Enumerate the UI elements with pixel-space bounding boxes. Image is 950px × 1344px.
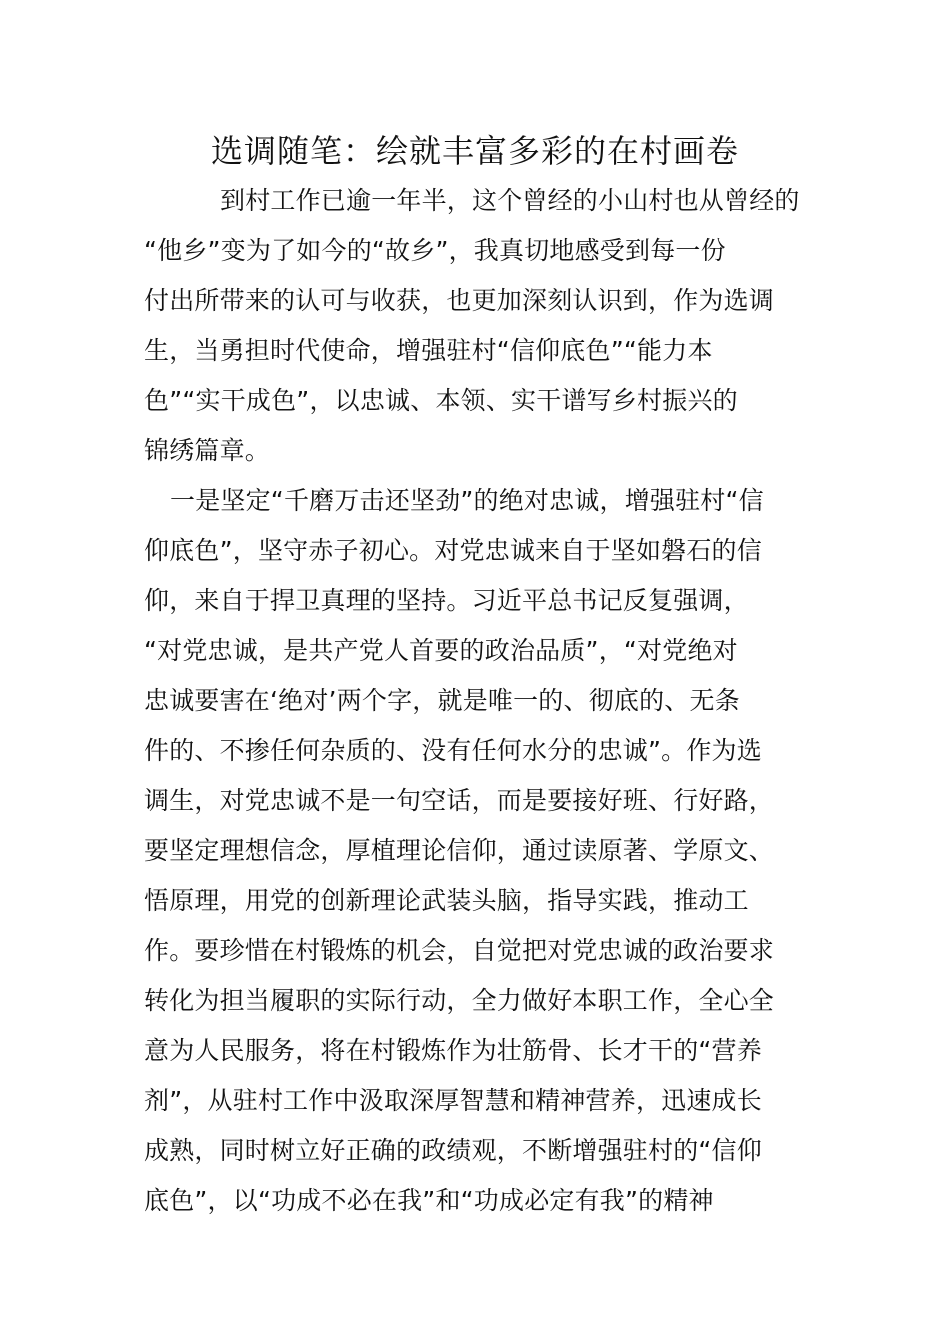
paragraph-2-line-14: 成熟，同时树立好正确的政绩观，不断增强驻村的“信仰: [144, 1136, 762, 1165]
paragraph-2-line-9: 悟原理，用党的创新理论武装头脑，指导实践，推动工: [144, 886, 749, 915]
paragraph-2-line-2: 仰底色”，坚守赤子初心。对党忠诚来自于坚如磐石的信: [144, 536, 762, 565]
paragraph-2-line-13: 剂”，从驻村工作中汲取深厚智慧和精神营养，迅速成长: [144, 1086, 762, 1115]
paragraph-2-line-11: 转化为担当履职的实际行动，全力做好本职工作，全心全: [144, 986, 775, 1015]
paragraph-2-line-15: 底色”，以“功成不必在我”和“功成必定有我”的精神: [144, 1186, 714, 1215]
paragraph-2-line-4: “对党忠诚，是共产党人首要的政治品质”，“对党绝对: [144, 636, 738, 665]
paragraph-2-line-7: 调生，对党忠诚不是一句空话，而是要接好班、行好路，: [144, 786, 775, 815]
paragraph-2-line-1: 一是坚定“千磨万击还坚劲”的绝对忠诚，增强驻村“信: [170, 486, 764, 515]
document-title: 选调随笔：绘就丰富多彩的在村画卷: [210, 132, 739, 170]
paragraph-1-line-1: 到村工作已逾一年半，这个曾经的小山村也从曾经的: [220, 186, 800, 215]
paragraph-2-line-6: 件的、不掺任何杂质的、没有任何水分的忠诚”。作为选: [144, 736, 762, 765]
paragraph-2-line-10: 作。要珍惜在村锻炼的机会，自觉把对党忠诚的政治要求: [144, 936, 775, 965]
paragraph-2-line-5: 忠诚要害在‘绝对’两个字，就是唯一的、彻底的、无条: [144, 686, 740, 715]
paragraph-1-line-2: “他乡”变为了如今的“故乡”，我真切地感受到每一份: [144, 236, 726, 265]
paragraph-1-line-5: 色”“实干成色”，以忠诚、本领、实干谱写乡村振兴的: [144, 386, 738, 415]
paragraph-2-line-8: 要坚定理想信念，厚植理论信仰，通过读原著、学原文、: [144, 836, 775, 865]
paragraph-1-line-6: 锦绣篇章。: [144, 436, 271, 465]
paragraph-2-line-3: 仰，来自于捍卫真理的坚持。习近平总书记反复强调，: [144, 586, 749, 615]
paragraph-2-line-12: 意为人民服务，将在村锻炼作为壮筋骨、长才干的“营养: [144, 1036, 762, 1065]
paragraph-1-line-3: 付出所带来的认可与收获，也更加深刻认识到，作为选调: [144, 286, 775, 315]
paragraph-1-line-4: 生，当勇担时代使命，增强驻村“信仰底色”“能力本: [144, 336, 713, 365]
